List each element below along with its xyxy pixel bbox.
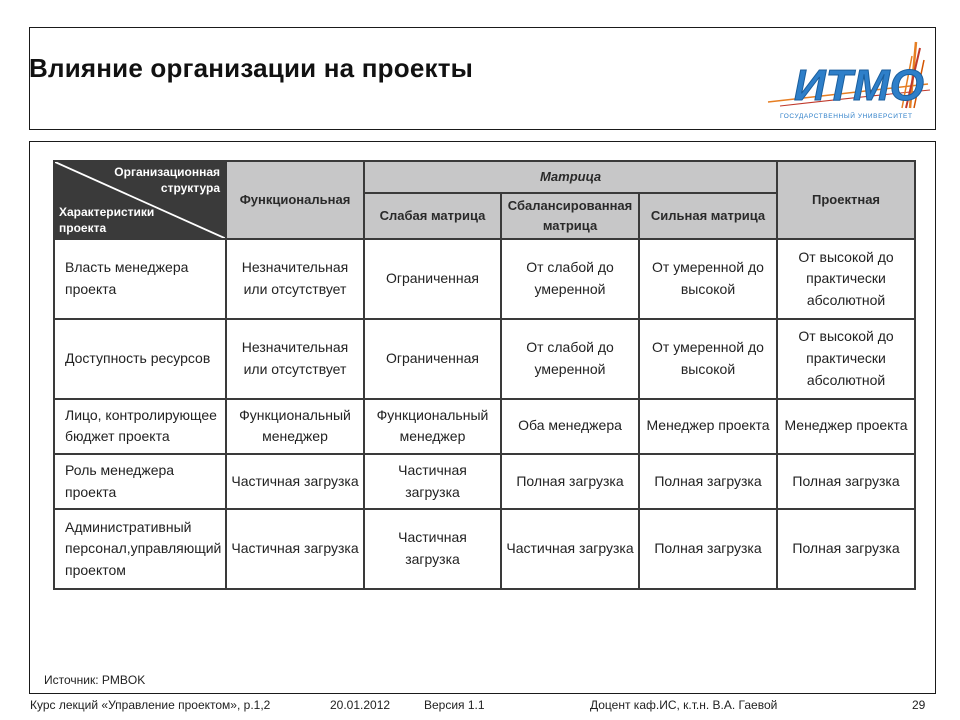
- footer-version: Версия 1.1: [424, 698, 485, 712]
- header-projectized: Проектная: [777, 161, 915, 239]
- slide-title: Влияние организации на проекты: [29, 53, 474, 83]
- table-cell: От слабой до умеренной: [501, 319, 639, 399]
- row-label: Роль менеджера проекта: [54, 454, 226, 509]
- footer-course: Курс лекций «Управление проектом», р.1,2: [30, 698, 271, 712]
- row-label: Доступность ресурсов: [54, 319, 226, 399]
- header-weak-matrix: Слабая матрица: [364, 193, 501, 239]
- org-structure-table: [53, 160, 916, 590]
- table-cell: Частичная загрузка: [501, 509, 639, 589]
- corner-characteristics-label: Характеристики проекта: [59, 204, 155, 236]
- table-cell: Частичная загрузка: [364, 454, 501, 509]
- table-row: [54, 454, 915, 509]
- table-row: [54, 399, 915, 454]
- row-label: Лицо, контролирующее бюджет проекта: [54, 399, 226, 454]
- header-balanced-matrix: Сбалансированная матрица: [501, 193, 639, 239]
- footer-author: Доцент каф.ИС, к.т.н. В.А. Гаевой: [590, 698, 778, 712]
- footer-page-number: 29: [912, 698, 926, 712]
- table-cell: Функциональный менеджер: [364, 399, 501, 454]
- logo-subtitle: ГОСУДАРСТВЕННЫЙ УНИВЕРСИТЕТ: [780, 113, 913, 120]
- header-matrix: Матрица: [364, 161, 777, 193]
- table-row: [54, 239, 915, 319]
- table-cell: Полная загрузка: [777, 454, 915, 509]
- table-cell: Частичная загрузка: [226, 509, 364, 589]
- table-row: [54, 319, 915, 399]
- table-cell: Полная загрузка: [639, 454, 777, 509]
- table-cell: Полная загрузка: [501, 454, 639, 509]
- header-functional: Функциональная: [226, 161, 364, 239]
- table-cell: Частичная загрузка: [226, 454, 364, 509]
- table-cell: Незначительная или отсутствует: [226, 239, 364, 319]
- table-cell: Ограниченная: [364, 319, 501, 399]
- corner-org-structure-label: Организационная структура: [114, 165, 220, 196]
- table-cell: От слабой до умеренной: [501, 239, 639, 319]
- table-cell: От умеренной до высокой: [639, 239, 777, 319]
- table-cell: От умеренной до высокой: [639, 319, 777, 399]
- source-note: Источник: PMBOK: [44, 673, 146, 687]
- table-cell: Незначительная или отсутствует: [226, 319, 364, 399]
- table-cell: От высокой до практически абсолютной: [777, 319, 915, 399]
- table-cell: Функциональный менеджер: [226, 399, 364, 454]
- table-cell: Менеджер проекта: [639, 399, 777, 454]
- table-cell: Оба менеджера: [501, 399, 639, 454]
- logo-wordmark: ИТМО: [794, 61, 924, 110]
- header-strong-matrix: Сильная матрица: [639, 193, 777, 239]
- row-label: Административный персонал,управляющий проектом: [54, 509, 226, 589]
- table-cell: Ограниченная: [364, 239, 501, 319]
- table-cell: Частичная загрузка: [364, 509, 501, 589]
- table-corner-header: [54, 161, 226, 239]
- table-row: [54, 509, 915, 589]
- table-cell: Полная загрузка: [639, 509, 777, 589]
- footer-date: 20.01.2012: [330, 698, 391, 712]
- itmo-logo: [760, 34, 932, 124]
- row-label: Власть менеджера проекта: [54, 239, 226, 319]
- table-cell: Полная загрузка: [777, 509, 915, 589]
- table-cell: От высокой до практически абсолютной: [777, 239, 915, 319]
- table-cell: Менеджер проекта: [777, 399, 915, 454]
